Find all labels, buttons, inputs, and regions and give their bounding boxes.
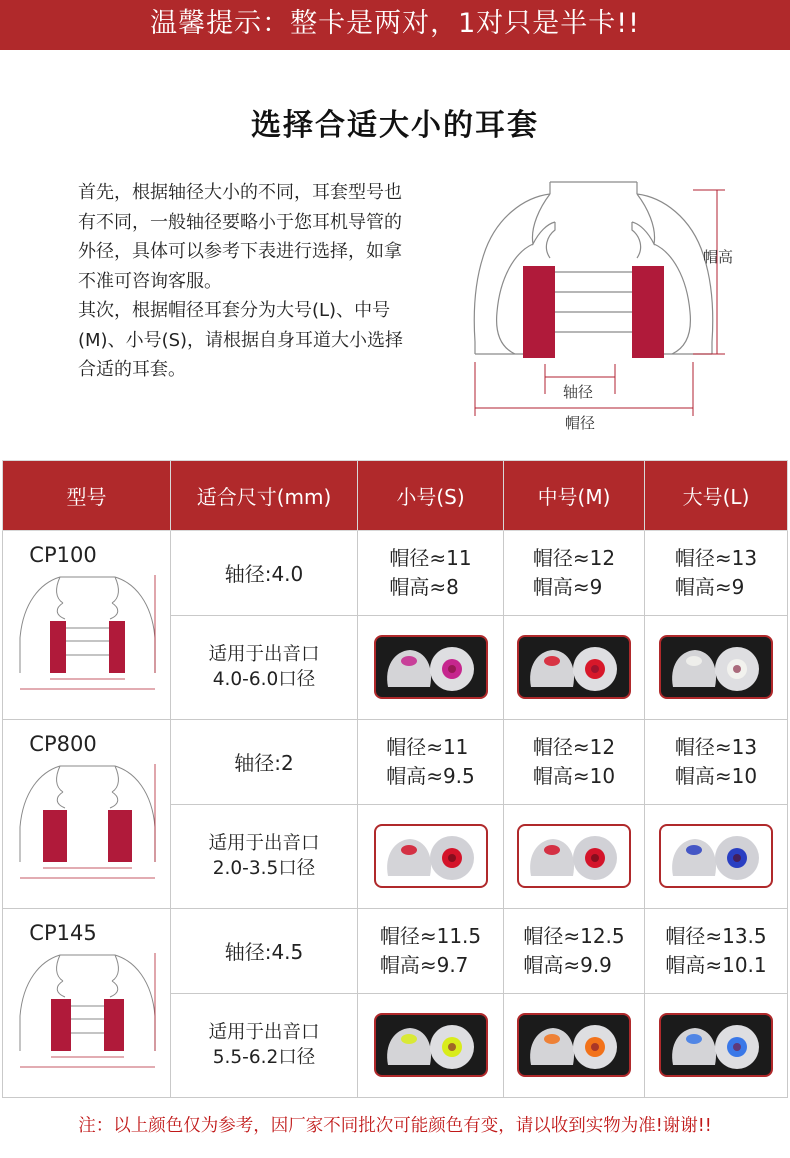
table-header-row	[3, 461, 788, 531]
table-row	[3, 531, 788, 616]
table-row	[3, 908, 788, 993]
fit-line-1: 适用于出音口	[208, 644, 320, 666]
eartip-core-left	[686, 845, 702, 855]
model-code: CP100	[29, 543, 97, 567]
cap-height: 帽高≈8	[389, 574, 459, 599]
footer-tip: 注：以上颜色仅为参考，因厂家不同批次可能颜色有变，请以收到实物为准!谢谢!!	[78, 1116, 712, 1136]
size-small-cell	[358, 908, 504, 993]
cap-height: 帽高≈9.5	[386, 763, 475, 788]
eartip-photo	[517, 824, 631, 888]
intro-text	[78, 178, 408, 385]
cap-diameter: 帽径≈12	[532, 734, 616, 759]
eartip-left	[672, 650, 716, 687]
eartip-photo-graphic	[519, 1015, 629, 1075]
photo-cell	[358, 804, 504, 908]
eartip-photo	[517, 1013, 631, 1077]
model-code: CP145	[29, 920, 97, 945]
mini-diagram-cp145	[15, 951, 160, 1079]
eartip-core-left	[544, 1034, 560, 1044]
header-fit-size: 适合尺寸(mm)	[171, 461, 358, 531]
eartip-photo	[517, 635, 631, 699]
intro-paragraph-2: 其次，根据帽径耳套分为大号(L)、中号(M)、小号(S)，请根据自身耳道大小选择合适的耳套。	[78, 300, 404, 380]
eartip-core-left	[686, 1034, 702, 1044]
cap-diameter: 帽径≈13	[674, 734, 758, 759]
header-small: 小号(S)	[358, 461, 504, 531]
cap-height: 帽高≈9.9	[523, 952, 612, 977]
fit-line-2: 2.0-3.5口径	[212, 858, 316, 880]
fit-range-cell	[171, 804, 358, 908]
cap-diameter-label: 帽径	[565, 414, 596, 432]
eartip-left	[387, 650, 431, 687]
eartip-core-left	[544, 845, 560, 855]
cap-diameter: 帽径≈11	[389, 545, 472, 570]
fit-range-cell	[171, 615, 358, 719]
cap-diameter: 帽径≈11.5	[379, 923, 482, 948]
model-cell	[3, 908, 171, 1097]
mini-diagram-cp800	[15, 762, 160, 890]
cap-height: 帽高≈9	[532, 574, 603, 599]
model-cell	[3, 719, 171, 908]
shaft-diameter-cell	[171, 531, 358, 616]
photo-cell	[358, 993, 504, 1097]
shaft-diameter: 轴径:2	[234, 751, 294, 776]
eartip-photo-graphic	[376, 826, 486, 886]
shaft-diameter-cell	[171, 719, 358, 804]
eartip-core-left	[401, 656, 417, 666]
cap-diameter: 帽径≈12	[532, 545, 616, 570]
size-large-cell	[645, 531, 788, 616]
eartip-photo-graphic	[519, 637, 629, 697]
eartip-core-left	[544, 656, 560, 666]
eartip-left	[530, 650, 574, 687]
size-medium-cell	[504, 719, 645, 804]
fit-line-1: 适用于出音口	[208, 833, 320, 855]
cap-diameter: 帽径≈13.5	[665, 923, 767, 948]
mini-diagram-cp100	[15, 573, 160, 701]
shaft-diameter-cell	[171, 908, 358, 993]
eartip-bore	[733, 854, 741, 862]
eartip-photo-graphic	[661, 637, 771, 697]
eartip-photo	[374, 1013, 488, 1077]
eartip-core-left	[686, 656, 702, 666]
size-large-cell	[645, 908, 788, 993]
model-code: CP800	[29, 731, 97, 756]
header-medium: 中号(M)	[504, 461, 645, 531]
eartip-photo	[659, 824, 773, 888]
eartip-left	[672, 1028, 716, 1065]
size-large-cell	[645, 719, 788, 804]
model-cell	[3, 531, 171, 720]
eartip-left	[387, 1028, 431, 1065]
fit-line-1: 适用于出音口	[208, 1022, 320, 1044]
size-medium-cell	[504, 908, 645, 993]
cap-diameter: 帽径≈11	[386, 734, 469, 759]
eartip-photo	[659, 1013, 773, 1077]
header-model: 型号	[3, 461, 171, 531]
eartip-bore	[733, 1043, 741, 1051]
shaft-diameter-label: 轴径	[563, 383, 594, 401]
eartip-core-left	[401, 1034, 417, 1044]
eartip-photo-graphic	[376, 1015, 486, 1075]
spec-table	[2, 460, 788, 1098]
eartip-left	[530, 839, 574, 876]
cap-height: 帽高≈10.1	[665, 952, 767, 977]
cap-height-label: 帽高	[703, 248, 734, 266]
eartip-left	[387, 839, 431, 876]
size-medium-cell	[504, 531, 645, 616]
cap-height: 帽高≈10	[532, 763, 616, 788]
eartip-bore	[591, 854, 599, 862]
cap-height: 帽高≈9.7	[379, 952, 469, 977]
eartip-bore	[448, 665, 456, 673]
eartip-photo-graphic	[519, 826, 629, 886]
photo-cell	[645, 615, 788, 719]
fit-line-2: 5.5-6.2口径	[212, 1047, 316, 1069]
photo-cell	[358, 615, 504, 719]
cap-diameter: 帽径≈13	[674, 545, 758, 570]
header-large: 大号(L)	[645, 461, 788, 531]
eartip-photo-graphic	[661, 1015, 771, 1075]
eartip-photo-graphic	[661, 826, 771, 886]
shaft-diameter: 轴径:4.0	[224, 562, 304, 587]
eartip-photo	[659, 635, 773, 699]
notice-banner: 温馨提示：整卡是两对，1对只是半卡!!	[0, 0, 790, 50]
fit-line-2: 4.0-6.0口径	[212, 669, 316, 691]
photo-cell	[504, 993, 645, 1097]
eartip-photo	[374, 824, 488, 888]
eartip-left	[672, 839, 716, 876]
eartip-bore	[448, 854, 456, 862]
eartip-bore	[591, 665, 599, 673]
cap-height: 帽高≈10	[674, 763, 758, 788]
photo-cell	[504, 615, 645, 719]
intro-paragraph-1: 首先，根据轴径大小的不同，耳套型号也有不同，一般轴径要略小于您耳机导管的外径，具体可以参考下表进行选择，如拿不准可咨询客服。	[78, 182, 402, 292]
eartip-photo-graphic	[376, 637, 486, 697]
table-row	[3, 719, 788, 804]
eartip-core-left	[401, 845, 417, 855]
photo-cell	[645, 993, 788, 1097]
eartip-bore	[591, 1043, 599, 1051]
section-title: 选择合适大小的耳套	[251, 108, 539, 143]
size-small-cell	[358, 531, 504, 616]
fit-range-cell	[171, 993, 358, 1097]
eartip-bore	[733, 665, 741, 673]
photo-cell	[645, 804, 788, 908]
eartip-left	[530, 1028, 574, 1065]
cap-height: 帽高≈9	[674, 574, 745, 599]
photo-cell	[504, 804, 645, 908]
shaft-diameter: 轴径:4.5	[224, 940, 304, 965]
eartip-photo	[374, 635, 488, 699]
eartip-cross-section-diagram	[455, 172, 745, 437]
cap-diameter: 帽径≈12.5	[523, 923, 625, 948]
size-small-cell	[358, 719, 504, 804]
eartip-bore	[448, 1043, 456, 1051]
